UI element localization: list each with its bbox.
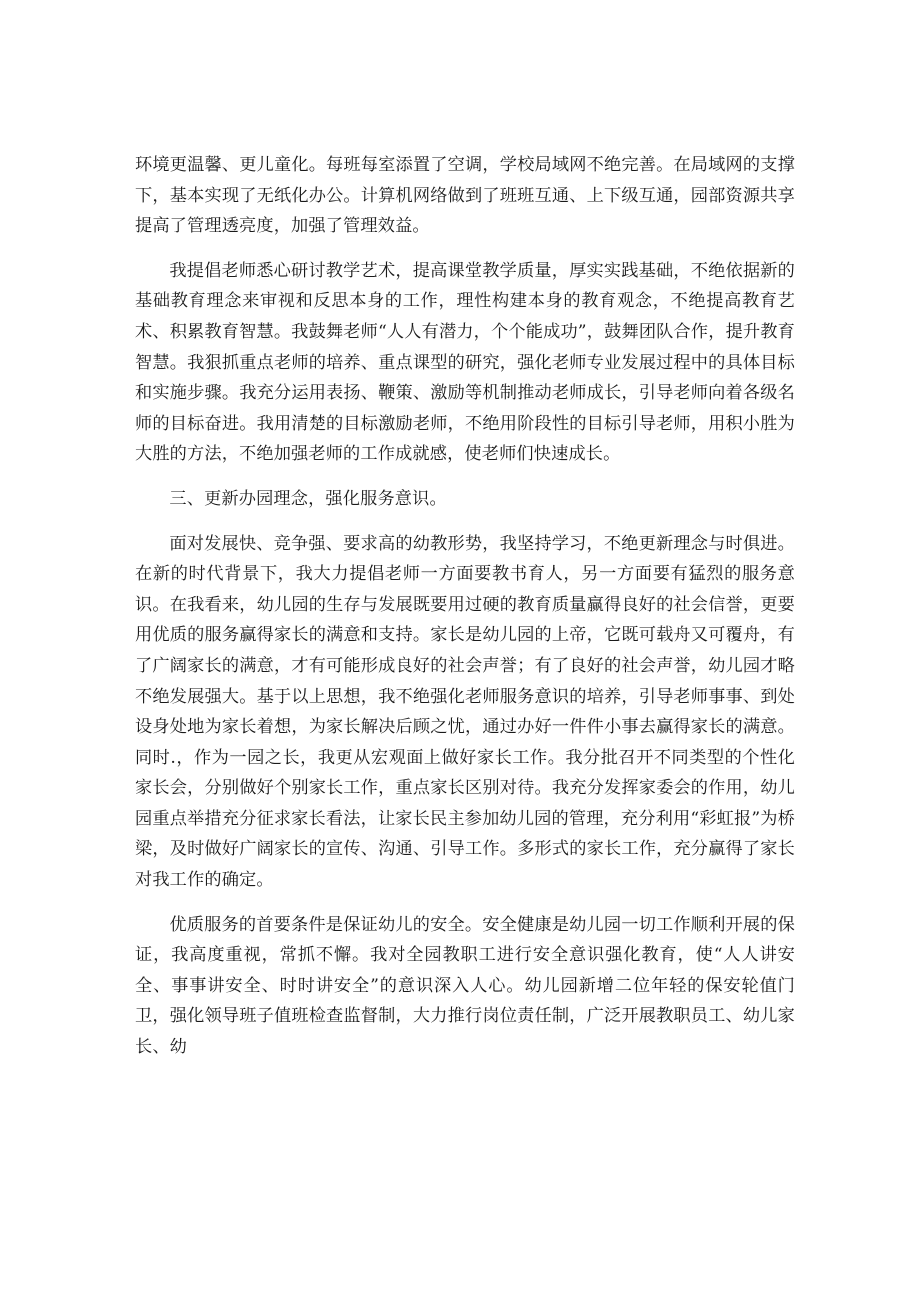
document-body [135,150,795,1077]
paragraph-4: 优质服务的首要条件是保证幼儿的安全。安全健康是幼儿园一切工作顺利开展的保证，我高度重视，常抓不懈。我对全园教职工进行安全意识强化教育，使“人人讲安全、事事讲安全、时时讲安全”的意识深入人心。幼儿园新增二位年轻的保安轮值门卫，强化领导班子值班检查监督制，大力推行岗位责任制，广泛开展教职员工、幼儿家长、幼 [135,914,795,1058]
paragraph-1: 环境更温馨、更儿童化。每班每室添置了空调，学校局域网不绝完善。在局域网的支撑下，基本实现了无纸化办公。计算机网络做到了班班互通、上下级互通，园部资源共享提高了管理透亮度，加强了管理效益。 [135,155,795,237]
paragraph-2: 我提倡老师悉心研讨教学艺术，提高课堂教学质量，厚实实践基础，不绝依据新的基础教育理念来审视和反思本身的工作，理性构建本身的教育观念，不绝提高教育艺术、积累教育智慧。我鼓舞老师“人人有潜力，个个能成功”，鼓舞团队合作，提升教育智慧。我狠抓重点老师的培养、重点课型的研究，强化老师专业发展过程中的具体目标和实施步骤。我充分运用表扬、鞭策、激励等机制推动老师成长，引导老师向着各级名师的目标奋进。我用清楚的目标激励老师，不绝用阶段性的目标引导老师，用积小胜为大胜的方法，不绝加强老师的工作成就感，使老师们快速成长。 [135,260,795,465]
section-heading: 三、更新办园理念，强化服务意识。 [169,488,447,509]
paragraph-3: 面对发展快、竞争强、要求高的幼教形势，我坚持学习，不绝更新理念与时俱进。在新的时代背景下，我大力提倡老师一方面要教书育人，另一方面要有猛烈的服务意识。在我看来，幼儿园的生存与发展既要用过硬的教育质量赢得良好的社会信誉，更要用优质的服务赢得家长的满意和支持。家长是幼儿园的上帝，它既可载舟又可覆舟，有了广阔家长的满意，才有可能形成良好的社会声誉；有了良好的社会声誉，幼儿园才略不绝发展强大。基于以上思想，我不绝强化老师服务意识的培养，引导老师事事、到处设身处地为家长着想，为家长解决后顾之忧，通过办好一件件小事去赢得家长的满意。同时.，作为一园之长，我更从宏观面上做好家长工作。我分批召开不同类型的个性化家长会，分别做好个别家长工作，重点家长区别对待。我充分发挥家委会的作用，幼儿园重点举措充分征求家长看法，让家长民主参加幼儿园的管理，充分利用“彩虹报”为桥梁，及时做好广阔家长的宣传、沟通、引导工作。多形式的家长工作，充分赢得了家长对我工作的确定。 [135,533,795,891]
